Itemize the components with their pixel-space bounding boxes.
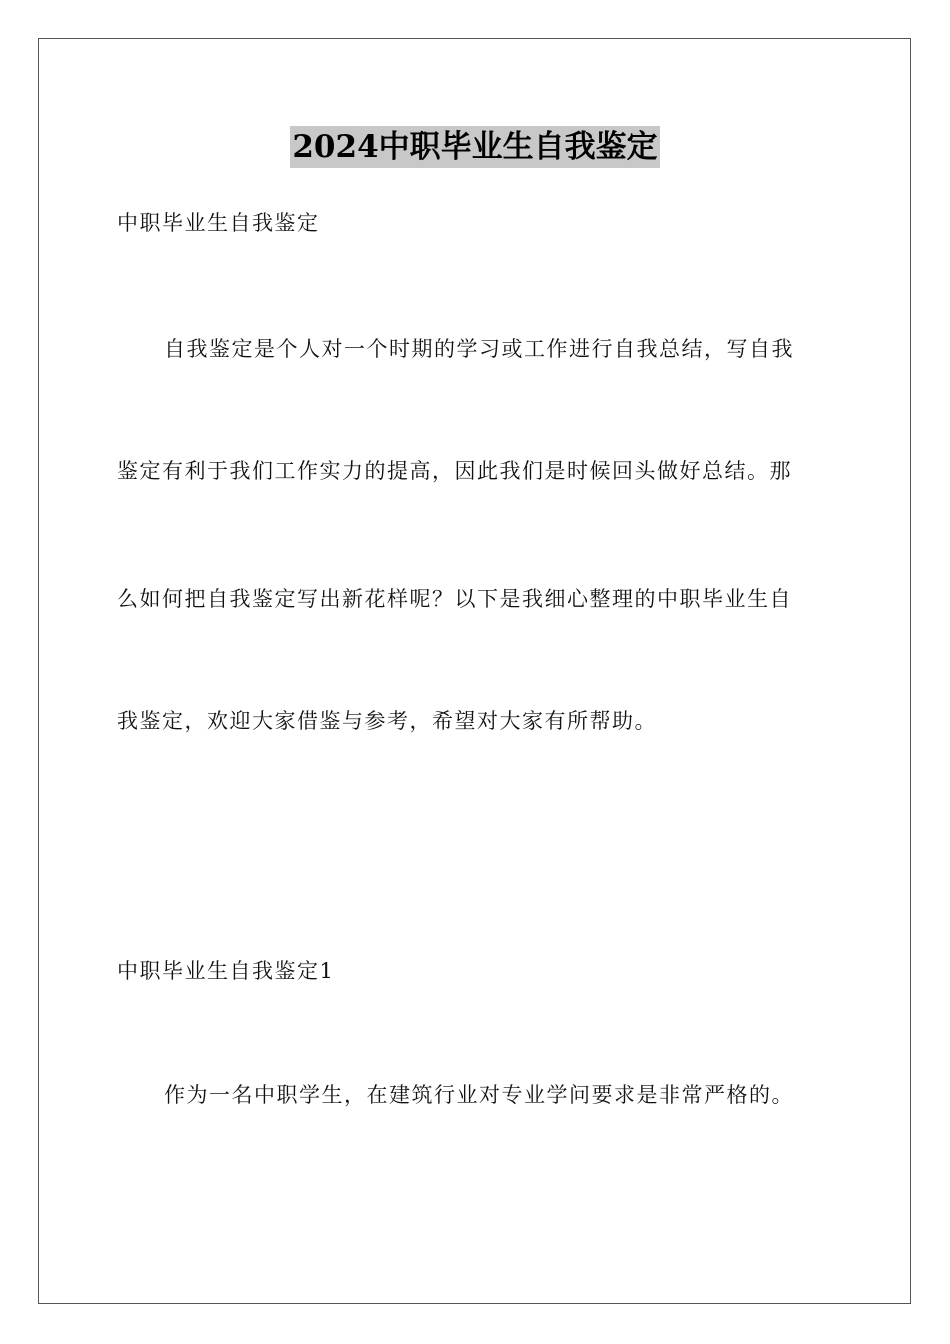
- paragraph-line: 么如何把自我鉴定写出新花样呢？以下是我细心整理的中职毕业生自: [117, 587, 792, 611]
- section-heading-1: 中职毕业生自我鉴定1: [117, 959, 335, 983]
- paragraph-line: 作为一名中职学生，在建筑行业对专业学问要求是非常严格的。: [164, 1083, 794, 1107]
- paragraph-line: 鉴定有利于我们工作实力的提高，因此我们是时候回头做好总结。那: [117, 459, 792, 483]
- document-title: 2024中职毕业生自我鉴定: [290, 126, 659, 168]
- title-container: [0, 126, 950, 168]
- paragraph-line: 自我鉴定是个人对一个时期的学习或工作进行自我总结，写自我: [164, 337, 794, 361]
- section-heading-intro: 中职毕业生自我鉴定: [117, 211, 320, 235]
- paragraph-line: 我鉴定，欢迎大家借鉴与参考，希望对大家有所帮助。: [117, 709, 657, 733]
